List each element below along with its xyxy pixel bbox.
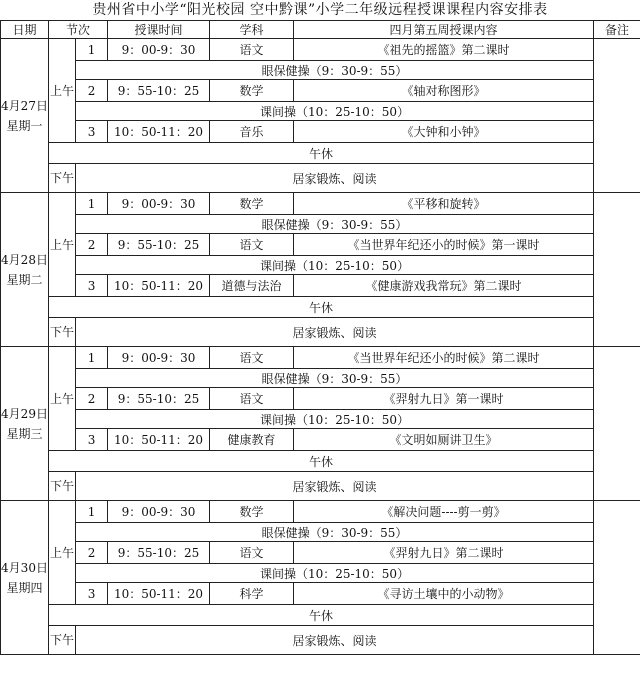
period-number: 2 <box>76 388 108 410</box>
period-number: 1 <box>76 501 108 523</box>
lunch-row: 午休 <box>49 297 594 318</box>
table-row <box>1 193 640 215</box>
lesson-subject: 语文 <box>210 542 294 564</box>
period-number: 2 <box>76 542 108 564</box>
date-label: 4月28日 <box>1 252 48 267</box>
schedule-table <box>0 20 640 655</box>
lesson-content: 《祖先的摇篮》第二课时 <box>294 39 594 61</box>
lesson-content: 《大钟和小钟》 <box>294 121 594 143</box>
lesson-subject: 音乐 <box>210 121 294 143</box>
period-number: 3 <box>76 121 108 143</box>
header-notes: 备注 <box>594 21 640 39</box>
weekday-label: 星期一 <box>6 118 43 133</box>
lesson-time: 10：50-11：20 <box>108 275 210 297</box>
table-row <box>1 388 640 410</box>
period-number: 3 <box>76 429 108 451</box>
lesson-time: 10：50-11：20 <box>108 121 210 143</box>
lesson-time: 10：50-11：20 <box>108 429 210 451</box>
date-label: 4月29日 <box>1 406 48 421</box>
lesson-time: 9：00-9：30 <box>108 193 210 215</box>
table-row <box>1 523 640 542</box>
table-row <box>1 472 640 501</box>
lesson-subject: 数学 <box>210 80 294 102</box>
table-row <box>1 347 640 369</box>
lesson-time: 10：50-11：20 <box>108 583 210 605</box>
afternoon-label: 下午 <box>49 318 76 347</box>
lesson-time: 9：55-10：25 <box>108 388 210 410</box>
break-exercise-row: 课间操（10：25-10：50） <box>76 102 594 121</box>
weekday-label: 星期四 <box>6 580 43 595</box>
afternoon-label: 下午 <box>49 626 76 655</box>
lesson-content: 《轴对称图形》 <box>294 80 594 102</box>
table-row <box>1 121 640 143</box>
table-row <box>1 143 640 164</box>
lesson-subject: 数学 <box>210 193 294 215</box>
lesson-time: 9：55-10：25 <box>108 234 210 256</box>
weekday-label: 星期二 <box>6 272 43 287</box>
lesson-content: 《羿射九日》第二课时 <box>294 542 594 564</box>
lesson-content: 《解决问题----剪一剪》 <box>294 501 594 523</box>
table-row <box>1 410 640 429</box>
eye-exercise-row: 眼保健操（9：30-9：55） <box>76 215 594 234</box>
table-row <box>1 234 640 256</box>
morning-label: 上午 <box>49 347 76 451</box>
break-exercise-row: 课间操（10：25-10：50） <box>76 564 594 583</box>
eye-exercise-row: 眼保健操（9：30-9：55） <box>76 61 594 80</box>
period-number: 1 <box>76 39 108 61</box>
lesson-time: 9：00-9：30 <box>108 39 210 61</box>
lesson-content: 《健康游戏我常玩》第二课时 <box>294 275 594 297</box>
header-date: 日期 <box>1 21 49 39</box>
date-cell <box>1 347 49 501</box>
lesson-content: 《羿射九日》第一课时 <box>294 388 594 410</box>
table-row <box>1 605 640 626</box>
morning-label: 上午 <box>49 193 76 297</box>
period-number: 3 <box>76 583 108 605</box>
table-row <box>1 80 640 102</box>
lunch-row: 午休 <box>49 143 594 164</box>
lesson-content: 《文明如厕讲卫生》 <box>294 429 594 451</box>
period-number: 1 <box>76 347 108 369</box>
break-exercise-row: 课间操（10：25-10：50） <box>76 256 594 275</box>
table-row <box>1 164 640 193</box>
lesson-subject: 数学 <box>210 501 294 523</box>
afternoon-label: 下午 <box>49 164 76 193</box>
table-row <box>1 61 640 80</box>
lesson-subject: 道德与法治 <box>210 275 294 297</box>
eye-exercise-row: 眼保健操（9：30-9：55） <box>76 523 594 542</box>
home-activity-row: 居家锻炼、阅读 <box>76 472 594 501</box>
weekday-label: 星期三 <box>6 426 43 441</box>
eye-exercise-row: 眼保健操（9：30-9：55） <box>76 369 594 388</box>
afternoon-label: 下午 <box>49 472 76 501</box>
table-row <box>1 429 640 451</box>
page-title: 贵州省中小学“阳光校园 空中黔课”小学二年级远程授课课程内容安排表 <box>92 2 548 18</box>
lesson-subject: 语文 <box>210 388 294 410</box>
break-exercise-row: 课间操（10：25-10：50） <box>76 410 594 429</box>
table-row <box>1 542 640 564</box>
date-label: 4月27日 <box>1 98 48 113</box>
table-row <box>1 369 640 388</box>
header-subject: 学科 <box>210 21 294 39</box>
lesson-time: 9：00-9：30 <box>108 347 210 369</box>
lesson-content: 《当世界年纪还小的时候》第一课时 <box>294 234 594 256</box>
lesson-subject: 语文 <box>210 347 294 369</box>
lunch-row: 午休 <box>49 451 594 472</box>
lesson-time: 9：55-10：25 <box>108 542 210 564</box>
period-number: 2 <box>76 80 108 102</box>
notes-cell <box>594 347 640 501</box>
notes-cell <box>594 501 640 655</box>
table-row <box>1 501 640 523</box>
date-cell <box>1 39 49 193</box>
date-cell <box>1 501 49 655</box>
lesson-content: 《寻访土壤中的小动物》 <box>294 583 594 605</box>
date-cell <box>1 193 49 347</box>
table-row <box>1 297 640 318</box>
home-activity-row: 居家锻炼、阅读 <box>76 164 594 193</box>
lesson-subject: 科学 <box>210 583 294 605</box>
lesson-subject: 语文 <box>210 234 294 256</box>
table-row <box>1 102 640 121</box>
lesson-subject: 语文 <box>210 39 294 61</box>
lunch-row: 午休 <box>49 605 594 626</box>
lesson-time: 9：00-9：30 <box>108 501 210 523</box>
header-row <box>1 21 640 39</box>
home-activity-row: 居家锻炼、阅读 <box>76 318 594 347</box>
notes-cell <box>594 193 640 347</box>
morning-label: 上午 <box>49 39 76 143</box>
table-row <box>1 583 640 605</box>
morning-label: 上午 <box>49 501 76 605</box>
header-time: 授课时间 <box>108 21 210 39</box>
table-row <box>1 451 640 472</box>
period-number: 2 <box>76 234 108 256</box>
table-row <box>1 275 640 297</box>
header-content: 四月第五周授课内容 <box>294 21 594 39</box>
home-activity-row: 居家锻炼、阅读 <box>76 626 594 655</box>
lesson-content: 《当世界年纪还小的时候》第二课时 <box>294 347 594 369</box>
table-row <box>1 318 640 347</box>
schedule-body <box>1 39 640 655</box>
lesson-subject: 健康教育 <box>210 429 294 451</box>
lesson-content: 《平移和旋转》 <box>294 193 594 215</box>
table-row <box>1 626 640 655</box>
table-row <box>1 256 640 275</box>
table-row <box>1 215 640 234</box>
header-period-no: 节次 <box>49 21 108 39</box>
date-label: 4月30日 <box>1 560 48 575</box>
notes-cell <box>594 39 640 193</box>
table-row <box>1 39 640 61</box>
period-number: 3 <box>76 275 108 297</box>
period-number: 1 <box>76 193 108 215</box>
table-row <box>1 564 640 583</box>
lesson-time: 9：55-10：25 <box>108 80 210 102</box>
